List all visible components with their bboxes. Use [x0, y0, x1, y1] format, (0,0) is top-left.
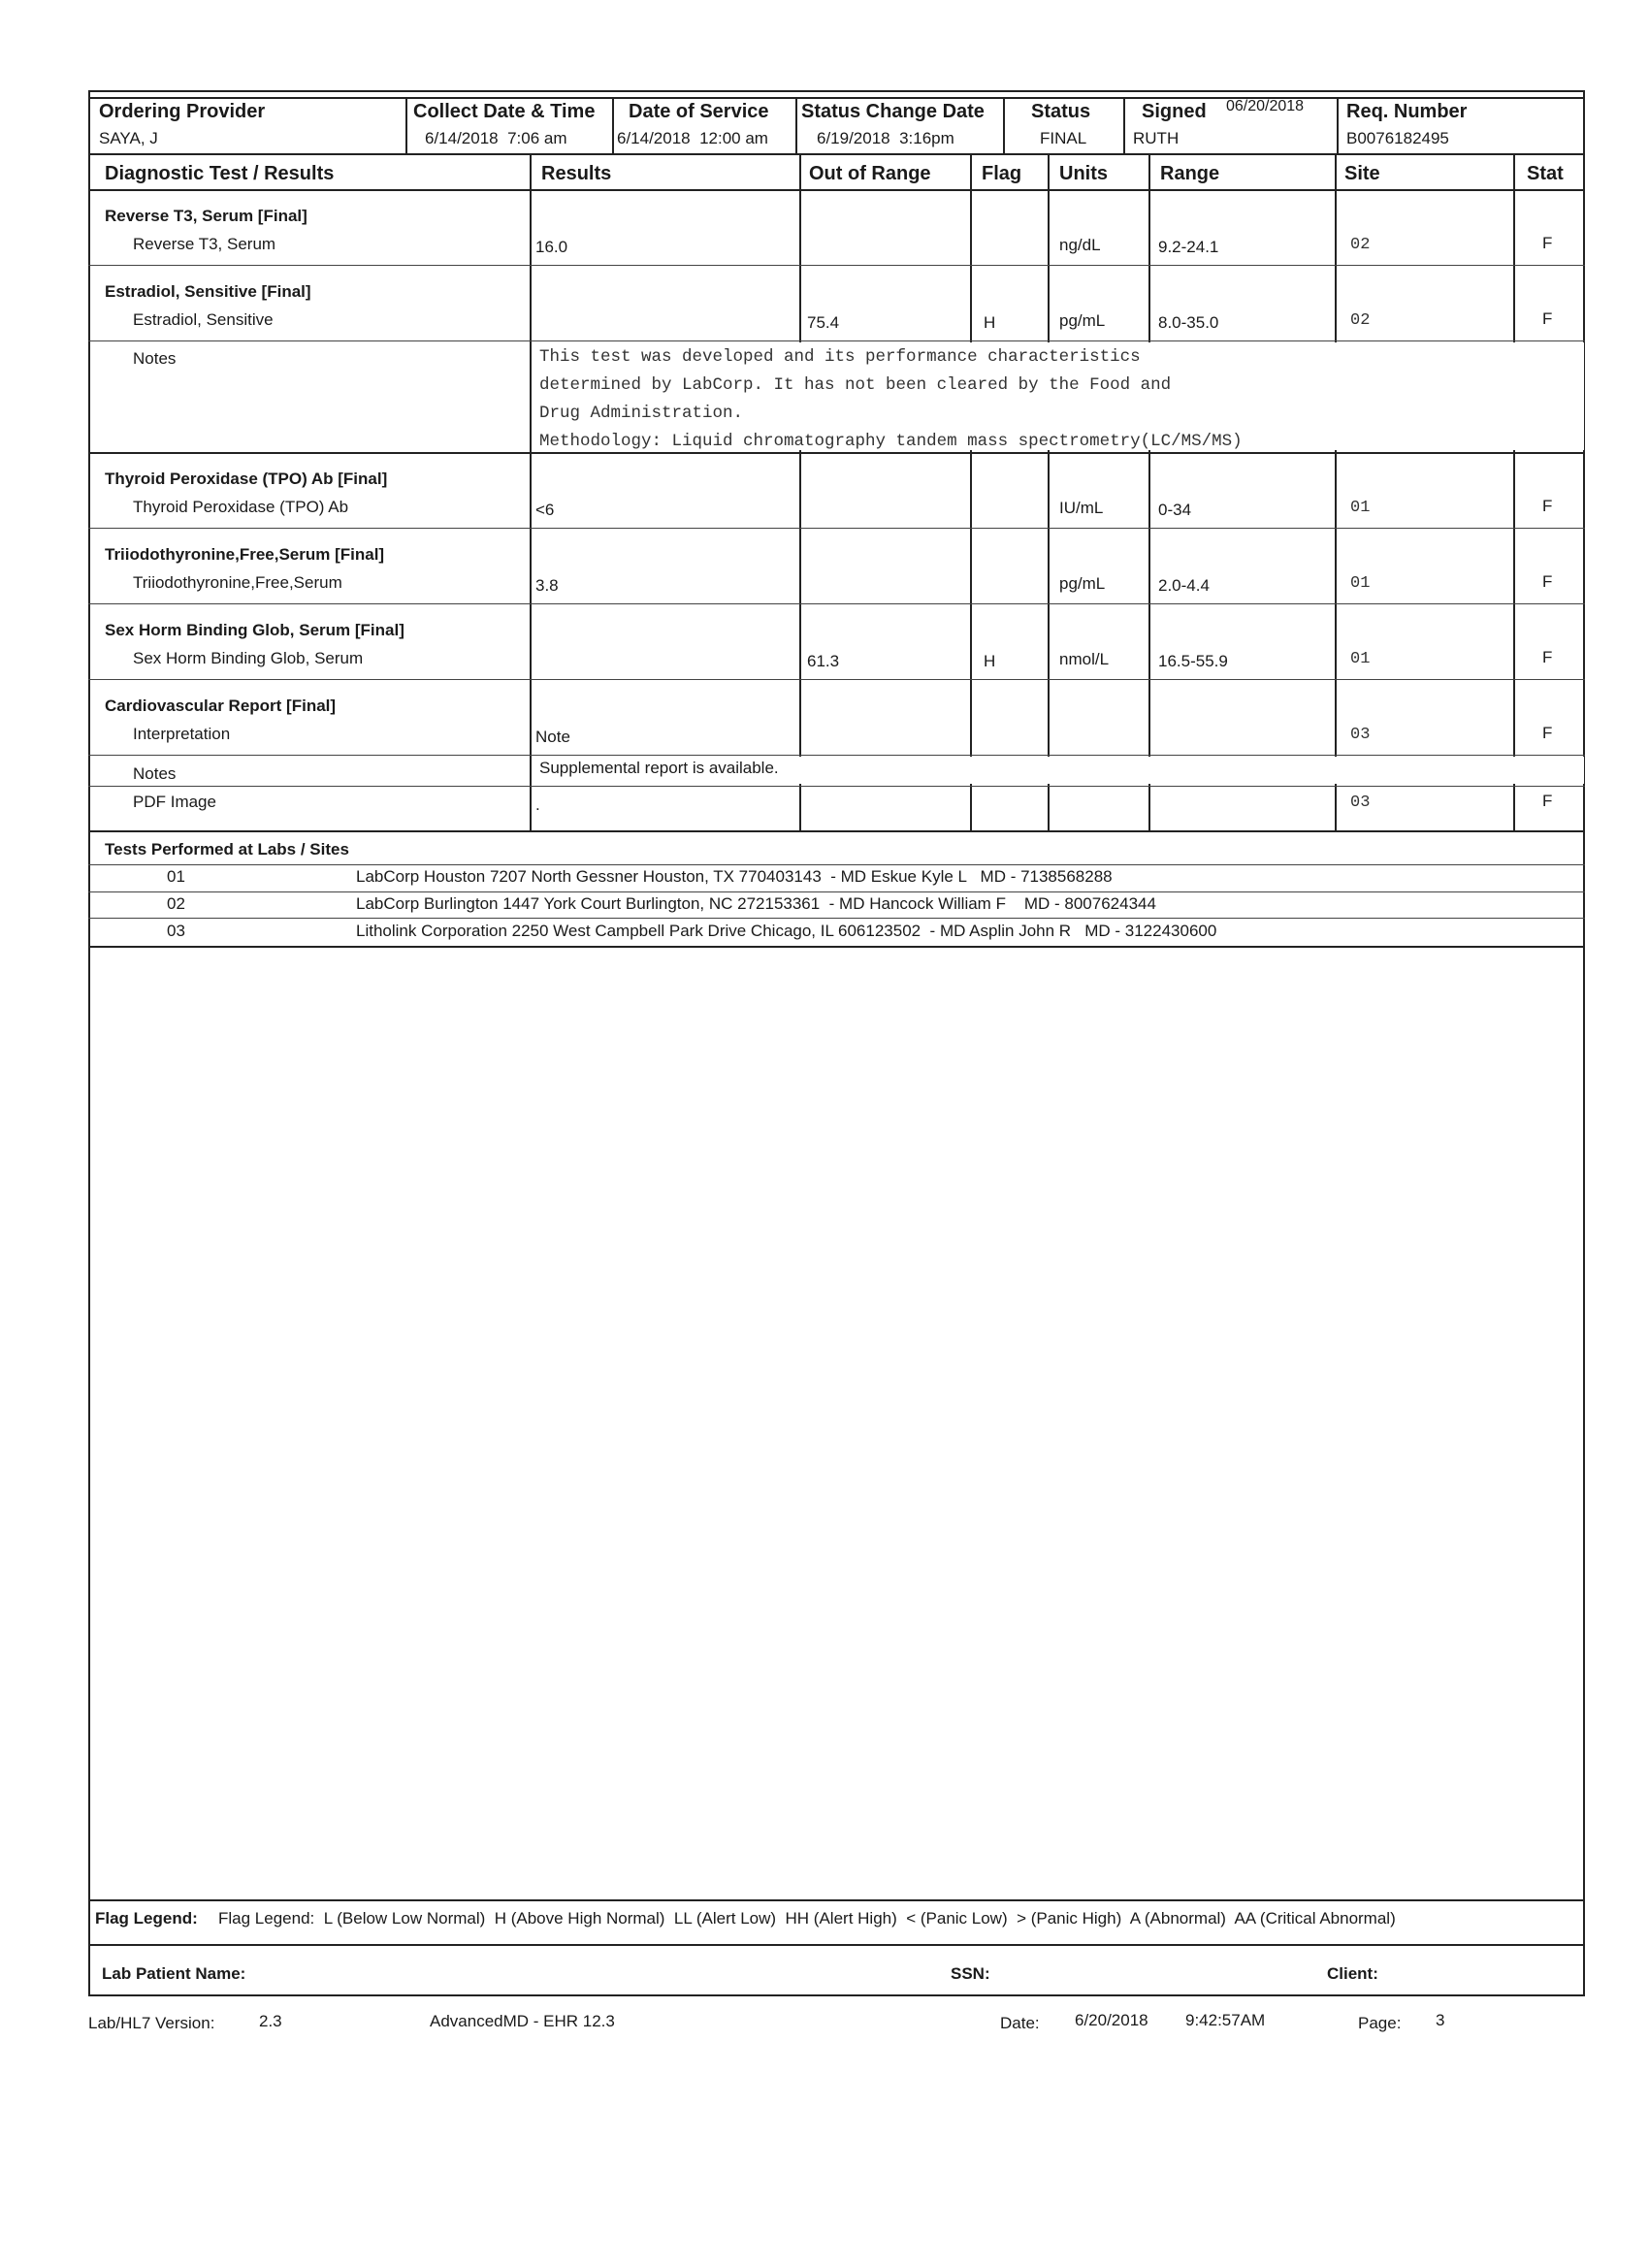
test-name: Thyroid Peroxidase (TPO) Ab [133, 498, 349, 516]
test-stat: F [1542, 724, 1553, 742]
flag-legend-text: Flag Legend: L (Below Low Normal) H (Above High Normal) LL (Alert Low) HH (Alert High) < (Panic Low) > (Panic High) A (Abnormal) AA (Critical Abnormal) [218, 1909, 1396, 1928]
labs-section-title: Tests Performed at Labs / Sites [105, 840, 349, 859]
header-bottom-rule [88, 153, 1585, 155]
version-value: 2.3 [259, 2012, 282, 2030]
test-units: ng/dL [1059, 236, 1101, 254]
row-rule [88, 679, 1585, 680]
col-header-site: Site [1344, 163, 1380, 184]
status-value: FINAL [1040, 129, 1087, 147]
test-range: 9.2-24.1 [1158, 238, 1219, 256]
test-site: 01 [1350, 650, 1371, 668]
test-name: Reverse T3, Serum [133, 235, 276, 253]
date-of-service-label: Date of Service [629, 101, 769, 122]
row-rule [88, 786, 1585, 787]
signed-date: 06/20/2018 [1226, 98, 1305, 114]
page-number: 3 [1436, 2011, 1445, 2029]
row-rule [88, 603, 1585, 604]
test-units: pg/mL [1059, 311, 1106, 330]
test-site: 01 [1350, 574, 1371, 593]
col-divider-units [1048, 153, 1050, 830]
signed-label: Signed [1142, 101, 1207, 122]
lab-site-code: 03 [167, 922, 185, 940]
req-number-value: B0076182495 [1346, 129, 1449, 147]
test-flag: H [984, 313, 996, 332]
test-result: Note [535, 728, 570, 746]
col-header-results: Results [541, 163, 612, 184]
notes-label: Notes [133, 764, 177, 783]
test-group-title: Reverse T3, Serum [Final] [105, 207, 307, 225]
col-header-test: Diagnostic Test / Results [105, 163, 335, 184]
test-site: 01 [1350, 499, 1371, 517]
status-change-value: 6/19/2018 3:16pm [817, 129, 954, 147]
test-result: 3.8 [535, 576, 559, 595]
version-label: Lab/HL7 Version: [88, 2014, 215, 2032]
test-group-title: Sex Horm Binding Glob, Serum [Final] [105, 621, 404, 639]
page-label: Page: [1358, 2014, 1402, 2032]
date-of-service-value: 6/14/2018 12:00 am [617, 129, 768, 147]
test-result: 16.0 [535, 238, 568, 256]
table-bottom-rule [88, 830, 1585, 832]
test-out-of-range: 75.4 [807, 313, 840, 332]
ssn-label: SSN: [951, 1964, 990, 1983]
test-range: 2.0-4.4 [1158, 576, 1210, 595]
test-group-title: Thyroid Peroxidase (TPO) Ab [Final] [105, 470, 388, 488]
col-divider-range [1148, 153, 1150, 830]
flag-legend-label: Flag Legend: [95, 1909, 198, 1928]
pdf-image-result: . [535, 795, 540, 814]
col-header-flag: Flag [982, 163, 1022, 184]
test-range: 16.5-55.9 [1158, 652, 1228, 670]
labs-bottom-rule [88, 946, 1585, 948]
test-stat: F [1542, 497, 1553, 515]
signed-by: RUTH [1133, 129, 1180, 147]
test-range: 8.0-35.0 [1158, 313, 1219, 332]
test-name: Interpretation [133, 725, 231, 743]
header-top-rule [88, 97, 1585, 99]
row-rule [88, 755, 1585, 756]
notes-label: Notes [133, 349, 177, 368]
test-site: 02 [1350, 236, 1371, 254]
collect-date-label: Collect Date & Time [413, 101, 596, 122]
lab-site-code: 01 [167, 867, 185, 886]
lab-site-code: 02 [167, 894, 185, 913]
test-stat: F [1542, 234, 1553, 252]
notes-line: Methodology: Liquid chromatography tandem mass spectrometry(LC/MS/MS) [539, 432, 1243, 451]
patient-name-label: Lab Patient Name: [102, 1964, 246, 1983]
col-header-out-of-range: Out of Range [809, 163, 931, 184]
notes-line: determined by LabCorp. It has not been cleared by the Food and [539, 375, 1172, 395]
notes-line: Drug Administration. [539, 404, 744, 423]
test-result: <6 [535, 501, 555, 519]
col-header-range: Range [1160, 163, 1220, 184]
status-change-label: Status Change Date [801, 101, 985, 122]
col-divider-flag [970, 153, 972, 830]
labs-rule [88, 918, 1585, 919]
test-units: pg/mL [1059, 574, 1106, 593]
test-name: Estradiol, Sensitive [133, 310, 274, 329]
ordering-provider-value: SAYA, J [99, 129, 158, 147]
footer-time: 9:42:57AM [1185, 2011, 1266, 2029]
test-site: 03 [1350, 794, 1371, 812]
lab-site-details: LabCorp Houston 7207 North Gessner Houston, TX 770403143 - MD Eskue Kyle L MD - 7138568288 [356, 867, 1113, 886]
col-header-units: Units [1059, 163, 1108, 184]
col-divider-stat [1513, 153, 1515, 830]
pdf-image-label[interactable]: PDF Image [133, 793, 216, 811]
collect-date-value: 6/14/2018 7:06 am [425, 129, 567, 147]
lab-site-details: LabCorp Burlington 1447 York Court Burlington, NC 272153361 - MD Hancock William F MD - 8007624344 [356, 894, 1156, 913]
test-group-title: Triiodothyronine,Free,Serum [Final] [105, 545, 385, 564]
test-units: nmol/L [1059, 650, 1110, 668]
header-divider [1003, 97, 1005, 153]
col-header-stat: Stat [1527, 163, 1564, 184]
footer-date: 6/20/2018 [1075, 2011, 1148, 2029]
supplemental-note: Supplemental report is available. [539, 759, 779, 777]
test-group-title: Cardiovascular Report [Final] [105, 697, 337, 715]
row-rule [88, 265, 1585, 266]
test-site: 02 [1350, 311, 1371, 330]
product-name: AdvancedMD - EHR 12.3 [430, 2012, 615, 2030]
col-divider-out [799, 153, 801, 830]
legend-top-rule [88, 1899, 1585, 1901]
lab-site-details: Litholink Corporation 2250 West Campbell Park Drive Chicago, IL 606123502 - MD Asplin John R MD - 3122430600 [356, 922, 1217, 940]
test-out-of-range: 61.3 [807, 652, 840, 670]
test-units: IU/mL [1059, 499, 1104, 517]
test-stat: F [1542, 648, 1553, 666]
test-range: 0-34 [1158, 501, 1192, 519]
test-stat: F [1542, 309, 1553, 328]
row-rule [88, 340, 1585, 341]
status-label: Status [1031, 101, 1091, 122]
client-label: Client: [1327, 1964, 1378, 1983]
header-divider [405, 97, 407, 153]
test-name: Sex Horm Binding Glob, Serum [133, 649, 364, 667]
ordering-provider-label: Ordering Provider [99, 101, 266, 122]
test-site: 03 [1350, 726, 1371, 744]
test-name: Triiodothyronine,Free,Serum [133, 573, 342, 592]
col-divider-results [530, 153, 532, 830]
test-flag: H [984, 652, 996, 670]
labs-rule [88, 864, 1585, 865]
req-number-label: Req. Number [1346, 101, 1468, 122]
column-header-rule [88, 189, 1585, 191]
header-divider [612, 97, 614, 153]
header-divider [1123, 97, 1125, 153]
row-rule [88, 528, 1585, 529]
test-stat: F [1542, 572, 1553, 591]
notes-line: This test was developed and its performance characteristics [539, 347, 1141, 367]
legend-bottom-rule [88, 1944, 1585, 1946]
footer-date-label: Date: [1000, 2014, 1040, 2032]
test-group-title: Estradiol, Sensitive [Final] [105, 282, 311, 301]
test-stat: F [1542, 792, 1553, 810]
header-divider [795, 97, 797, 153]
col-divider-site [1335, 153, 1337, 830]
header-divider [1337, 97, 1339, 153]
labs-rule [88, 891, 1585, 892]
